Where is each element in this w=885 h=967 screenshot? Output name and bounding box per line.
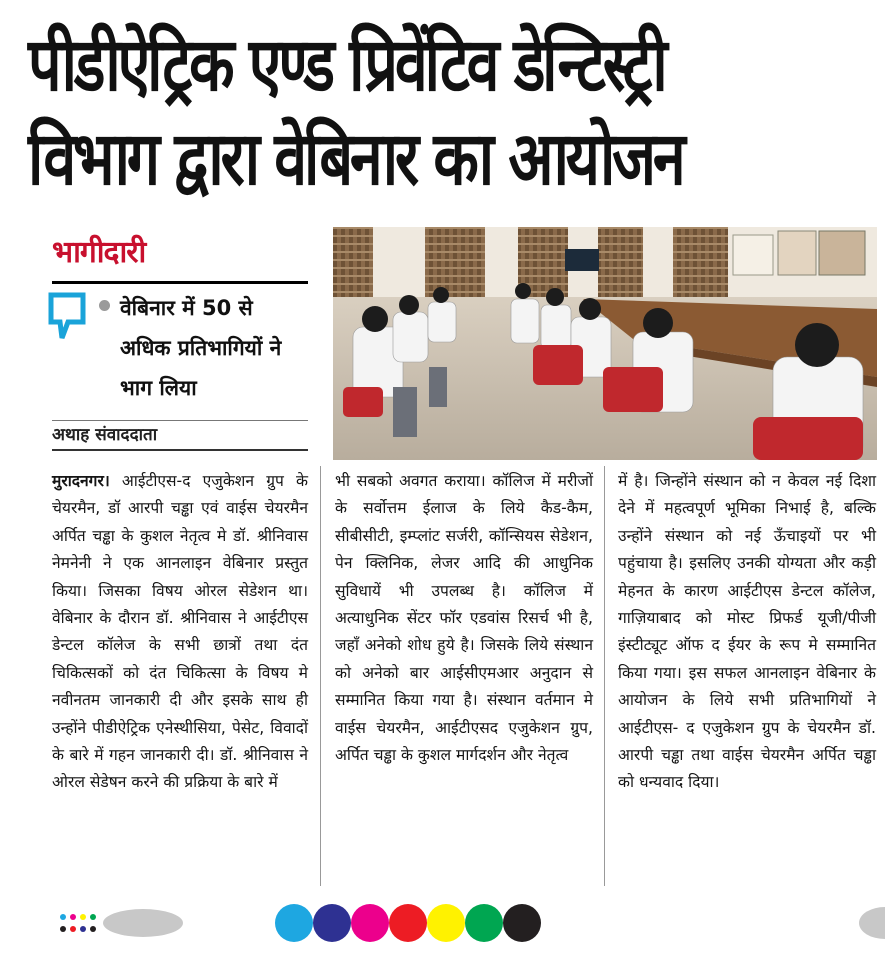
section-rule [52, 281, 308, 284]
registration-dot-green [465, 904, 503, 942]
highlight-text: वेबिनार में 50 से अधिक प्रतिभागियों ने भाग लिया [120, 296, 282, 400]
article-column-1 [52, 468, 308, 797]
registration-marks [0, 900, 885, 960]
registration-dot-black [503, 904, 541, 942]
article-column-3: में है। जिन्होंने संस्थान को न केवल नई दिशा देने में महत्वपूर्ण भूमिका निभाई है, बल्कि उन्होंने संस्थान को नई ऊँचाइयों पर भी पहुंचाया है। इसलिए उनकी योग्यता और कड़ी मेहनत के कारण आईटीएस डेन्टल कॉलेज, गाज़ियाबाद को मोस्ट प्रिफर्ड यूजी/पीजी इंस्टीट्यूट ऑफ द ईयर के रूप मे सम्मानित किया गया। इस सफल आनलाइन वेबिनार के आयोजन के लिये सभी प्रतिभागियों ने आईटीएस- द एजुकेशन ग्रुप के चेयरमैन डॉ. आरपी चड्ढा तथा वाईस चेयरमैन अर्पित चड्ढा को धन्यवाद दिया। [618, 472, 876, 792]
registration-dot-yellow [427, 904, 465, 942]
registration-dot-blue [313, 904, 351, 942]
headline [28, 18, 700, 206]
registration-grey-pill-right [859, 907, 885, 939]
section-label: भागीदारी [52, 235, 146, 270]
byline: अथाह संवाददाता [52, 425, 158, 445]
registration-dot-red [389, 904, 427, 942]
registration-dot-magenta [351, 904, 389, 942]
registration-dot-cyan [275, 904, 313, 942]
webinar-photo [333, 227, 877, 460]
dateline: मुरादनगर। [52, 472, 110, 490]
headline-line-1: पीडीऐट्रिक एण्ड प्रिवेंटिव डेन्टिस्ट्री [28, 22, 665, 108]
registration-mini-dots [60, 914, 96, 932]
bullet-dot-icon [99, 300, 110, 311]
registration-grey-pill [103, 909, 183, 937]
column-divider [604, 466, 605, 886]
column-divider [320, 466, 321, 886]
column-1-text: आईटीएस-द एजुकेशन ग्रुप के चेयरमैन, डॉ आरपी चड्ढा एवं वाईस चेयरमैन अर्पित चड्ढा के कुशल नेतृत्व मे डॉ. श्रीनिवास नेमनेनी ने एक आनलाइन वेबिनार प्रस्तुत किया। जिसका विषय ओरल सेडेशन था। वेबिनार के दौरान डॉ. श्रीनिवास ने आईटीएस डेन्टल कॉलेज के सभी छात्रों तथा दंत चिकित्सकों को दंत चिकित्सा के विषय मे नवीनतम जानकारी दी और इसके साथ ही उन्होंने पीडीऐट्रिक एनेस्थीसिया, पेसेट, विवादों के बारे में गहन जानकारी दी। डॉ. श्रीनिवास ने ओरल सेडेषन करने की प्रक्रिया के बारे में [52, 472, 308, 792]
headline-line-2: विभाग द्वारा वेबिनार का आयोजन [28, 116, 683, 202]
article-column-2: भी सबको अवगत कराया। कॉलिज में मरीजों के सर्वोत्तम ईलाज के लिये कैड-कैम, सीबीसीटी, इम्प्लांट सर्जरी, कॉन्सियस सेडेशन, पेन क्लिनिक, लेजर आदि की आधुनिक सुविधायें भी उपलब्ध है। कॉलिज में अत्याधुनिक सेंटर फॉर एडवांस रिसर्च भी है, जहाँ अनेको शोध हुये है। जिसके लिये संस्थान को अनेको बार आईसीएमआर अनुदान से सम्मानित किया गया है। संस्थान वर्तमान मे वाईस चेयरमैन, आईटीएसद एजुकेशन ग्रुप, अर्पित चड्ढा के कुशल मार्गदर्शन और नेतृत्व [335, 472, 593, 765]
byline-rule-bottom [52, 449, 308, 451]
byline-rule-top [52, 420, 308, 421]
quote-marker-icon [48, 292, 86, 344]
